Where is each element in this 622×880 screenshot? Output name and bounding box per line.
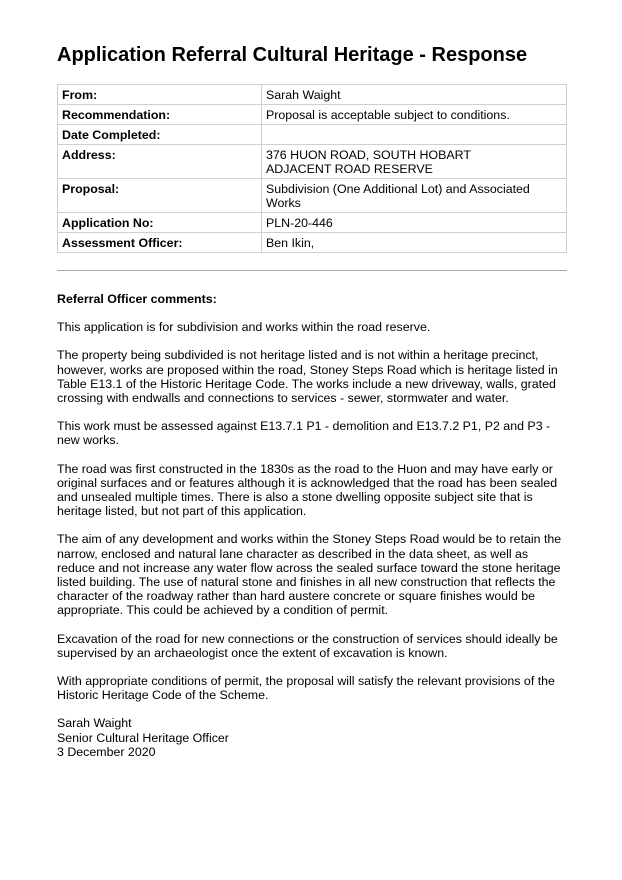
comment-paragraph: This application is for subdivision and works within the road reserve. (57, 320, 431, 335)
recommendation-label: Recommendation: (58, 105, 262, 125)
address-value: 376 HUON ROAD, SOUTH HOBART ADJACENT ROAD RESERVE (262, 145, 567, 179)
comments-heading: Referral Officer comments: (57, 292, 217, 306)
table-row (58, 125, 567, 145)
proposal-value: Subdivision (One Additional Lot) and Associated Works (262, 179, 567, 213)
table-row (58, 145, 567, 179)
signature-date: 3 December 2020 (57, 744, 156, 759)
assessment-officer-label: Assessment Officer: (58, 233, 262, 253)
address-label: Address: (58, 145, 262, 179)
referral-comments (57, 292, 569, 759)
signatory-name: Sarah Waight (57, 716, 132, 731)
comment-paragraph: The road was first constructed in the 1830s as the road to the Huon and may have early or original surfaces and or features although it is acknowledged that the road has been sealed and unsealed multiple times. There is also a stone dwelling opposite subject site that is heritage listed, but not part of this application. (57, 461, 558, 519)
signature-block (57, 716, 569, 759)
from-value: Sarah Waight (262, 85, 567, 105)
table-row (58, 213, 567, 233)
comment-paragraph: Excavation of the road for new connections or the construction of services should ideally be supervised by an archaeologist once the extent of excavation is known. (57, 631, 558, 660)
table-row (58, 105, 567, 125)
from-label: From: (58, 85, 262, 105)
application-no-value: PLN-20-446 (262, 213, 567, 233)
referral-details-table (57, 84, 567, 253)
comment-paragraph: With appropriate conditions of permit, the proposal will satisfy the relevant provisions of the Historic Heritage Code of the Scheme. (57, 674, 555, 703)
date-completed-label: Date Completed: (58, 125, 262, 145)
application-no-label: Application No: (58, 213, 262, 233)
section-divider (57, 270, 567, 271)
table-row (58, 233, 567, 253)
table-row (58, 179, 567, 213)
page-title: Application Referral Cultural Heritage - Response (57, 44, 528, 66)
date-completed-value (262, 125, 567, 145)
proposal-label: Proposal: (58, 179, 262, 213)
signatory-position: Senior Cultural Heritage Officer (57, 730, 229, 745)
recommendation-value: Proposal is acceptable subject to conditions. (262, 105, 567, 125)
comment-paragraph: The aim of any development and works within the Stoney Steps Road would be to retain the narrow, enclosed and natural lane character as described in the data sheet, as well as reduce and not increase any water flow across the sealed surface toward the stone heritage listed building. The use of natural stone and finishes in all new construction that reflects the character of the roadway rather than hard austere concrete or square finishes would be appropriate. This could be achieved by a condition of permit. (57, 532, 562, 618)
table-row (58, 85, 567, 105)
comment-paragraph: The property being subdivided is not heritage listed and is not within a heritage precinct, however, works are proposed within the road, Stoney Steps Road which is heritage listed in Table E13.1 of the Historic Heritage Code. The works include a new driveway, walls, grated crossing with endwalls and connections to services - sewer, stormwater and water. (57, 348, 558, 406)
comment-paragraph: This work must be assessed against E13.7.1 P1 - demolition and E13.7.2 P1, P2 and P3 - new works. (57, 419, 551, 448)
assessment-officer-value: Ben Ikin, (262, 233, 567, 253)
